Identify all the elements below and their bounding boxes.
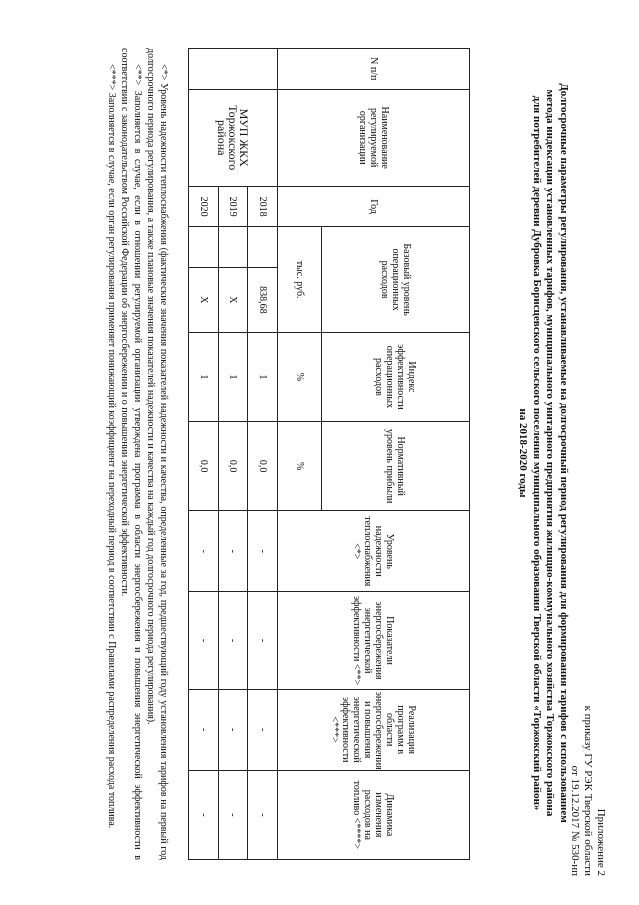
cell-energy: -: [248, 592, 278, 689]
cell-reliability: -: [248, 511, 278, 592]
cell-year: 2019: [218, 186, 248, 227]
cell-org-name: МУП ЖКХ Торжокского района: [189, 89, 278, 186]
cell-programs: -: [189, 689, 219, 770]
cell-profit: 0,0: [218, 422, 248, 511]
cell-empty: [189, 227, 219, 268]
cell-index: 1: [189, 332, 219, 421]
header-profit: Нормативный уровень прибыли: [321, 422, 469, 511]
footnote-1: <*> Уровень надежности теплоснабжения (фактические значения показателей надежности и качества, определенные за год, предшествующий году установления тарифов на первый год долгосрочного периода регулирования, а также плановые значения показателей надежности и качества на каждый год долгосрочного периода регулирования).: [145, 48, 169, 860]
footnote-3: <***> Заполняется в случае, если орган регулирования применяет понижающий коэффициент на переходный период в соответствии с Правилами распределения расхода топлива.: [106, 64, 117, 829]
header-num: N п/п: [277, 49, 469, 90]
cell-empty: [218, 227, 248, 268]
cell-dynamics: -: [218, 770, 248, 859]
cell-index: 1: [248, 332, 278, 421]
header-programs: Реализация программ в области энергосбережения и повышения энергетической эффективности <***>: [277, 689, 469, 770]
header-base: Базовый уровень операционных расходов: [321, 227, 469, 332]
header-year: Год: [277, 186, 469, 227]
header-reliability: Уровень надежности теплоснабжения <*>: [277, 511, 469, 592]
cell-base: 838,68: [248, 267, 278, 332]
header-energy: Показатели энергосбережения энергетической эффективности <**>: [277, 592, 469, 689]
cell-energy: -: [189, 592, 219, 689]
unit-base: тыс. руб.: [277, 227, 321, 332]
cell-base: Х: [218, 267, 248, 332]
document-page: [35, 18, 615, 888]
header-index: Индекс эффективности операционных расходов: [321, 332, 469, 421]
appendix-header: [568, 706, 607, 876]
footnote-2: <**> Заполняется в случае, если в отношении регулируемой организации утверждена программа в области энергосбережения и повышения энергетической эффективности в соответствии с законодательством Российской Федерации об энергосбережении и о повышении энергетической эффективности.: [119, 48, 143, 860]
document-title: [516, 18, 570, 888]
header-org: Наименование регулируемой организации: [277, 89, 469, 186]
appendix-label: Приложение 2: [595, 808, 607, 876]
cell-programs: -: [218, 689, 248, 770]
cell-index: 1: [218, 332, 248, 421]
cell-base: Х: [189, 267, 219, 332]
unit-profit: %: [277, 422, 321, 511]
cell-reliability: -: [189, 511, 219, 592]
cell-num: [189, 49, 278, 90]
cell-year: 2020: [189, 186, 219, 227]
title-line-1: Долгосрочные параметры регулирования, устанавливаемые на долгосрочный период регулирования для формирования тарифов с использованием: [558, 83, 570, 823]
appendix-date: от 19.12.2017 № 530-нп: [569, 765, 581, 876]
cell-programs: -: [248, 689, 278, 770]
unit-index: %: [277, 332, 321, 421]
table-row: [248, 49, 278, 860]
title-line-3: для потребителей деревни Дубровка Борисцевского сельского поселения муниципального образования Тверской области «Торжокский район»: [531, 95, 543, 811]
parameters-table: [188, 48, 470, 860]
cell-reliability: -: [218, 511, 248, 592]
cell-empty: [248, 227, 278, 268]
cell-dynamics: -: [248, 770, 278, 859]
cell-energy: -: [218, 592, 248, 689]
cell-profit: 0,0: [248, 422, 278, 511]
cell-year: 2018: [248, 186, 278, 227]
title-line-2: метода индексации установленных тарифов, муниципального унитарного предприятия жилищно-коммунального хозяйства Торжокского района: [544, 89, 557, 817]
table-header-row: [321, 49, 469, 860]
appendix-order: к приказу ГУ РЭК Тверской области: [582, 705, 594, 876]
cell-dynamics: -: [189, 770, 219, 859]
header-dynamics: Динамика изменения расходов на топливо <****>: [277, 770, 469, 859]
cell-profit: 0,0: [189, 422, 219, 511]
footnotes: [105, 48, 170, 860]
title-line-4: на 2018-2020 годы: [517, 408, 530, 498]
